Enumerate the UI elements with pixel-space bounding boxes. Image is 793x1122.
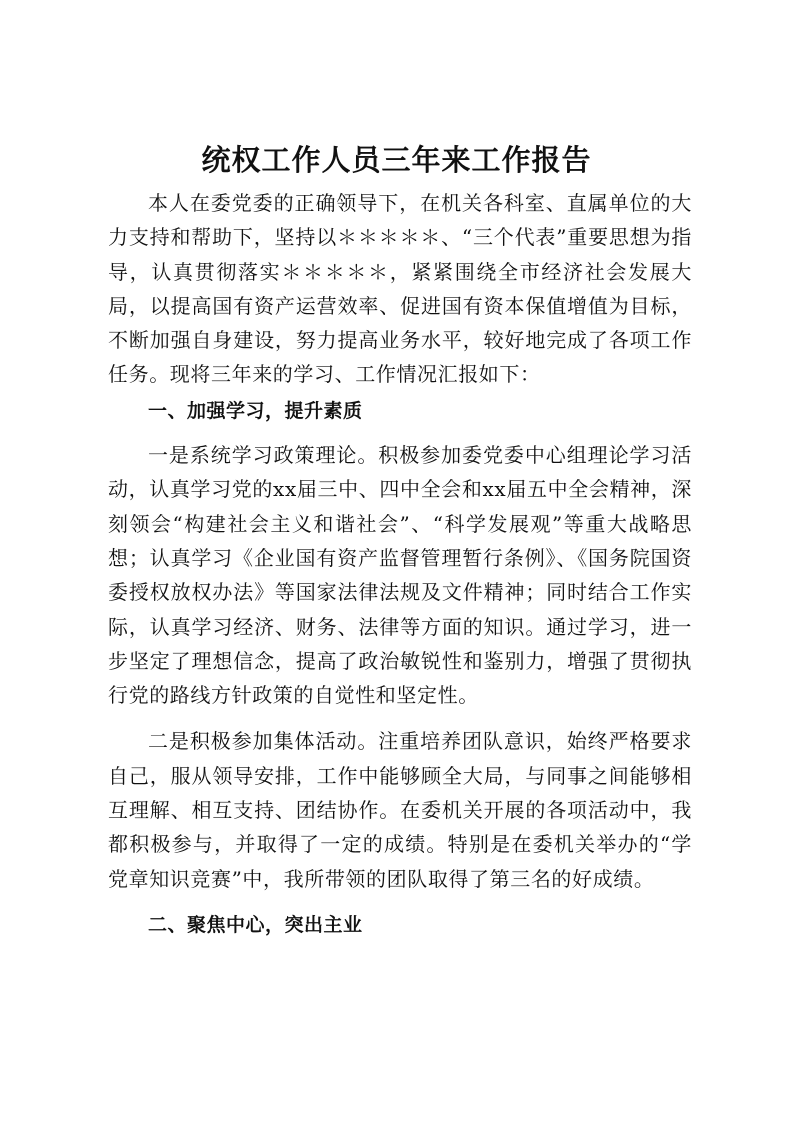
- section1-paragraph-2: 二是积极参加集体活动。注重培养团队意识，始终严格要求自己，服从领导安排，工作中能够顾全大局，与同事之间能够相互理解、相互支持、团结协作。在委机关开展的各项活动中，我都积极参与，并取得了一定的成绩。特别是在委机关举办的“学党章知识竞赛”中，我所带领的团队取得了第三名的好成绩。: [108, 729, 692, 891]
- intro-paragraph: 本人在委党委的正确领导下，在机关各科室、直属单位的大力支持和帮助下，坚持以＊＊＊＊＊、“三个代表”重要思想为指导，认真贯彻落实＊＊＊＊＊，紧紧围绕全市经济社会发展大局，以提高国有资产运营效率、促进国有资本保值增值为目标，不断加强自身建设，努力提高业务水平，较好地完成了各项工作任务。现将三年来的学习、工作情况汇报如下：: [108, 191, 692, 387]
- document-title: 统权工作人员三年来工作报告: [201, 143, 592, 177]
- section1-paragraph-1: 一是系统学习政策理论。积极参加委党委中心组理论学习活动，认真学习党的xx届三中、四中全会和xx届五中全会精神，深刻领会“构建社会主义和谐社会”、“科学发展观”等重大战略思想；认真学习《企业国有资产监督管理暂行条例》、《国务院国资委授权放权办法》等国家法律法规及文件精神；同时结合工作实际，认真学习经济、财务、法律等方面的知识。通过学习，进一步坚定了理想信念，提高了政治敏锐性和鉴别力，增强了贯彻执行党的路线方针政策的自觉性和坚定性。: [108, 443, 692, 708]
- document-body: [108, 186, 692, 942]
- section-heading-1: 一、加强学习，提升素质: [148, 399, 363, 422]
- section-heading-2: 二、聚焦中心，突出主业: [148, 913, 363, 936]
